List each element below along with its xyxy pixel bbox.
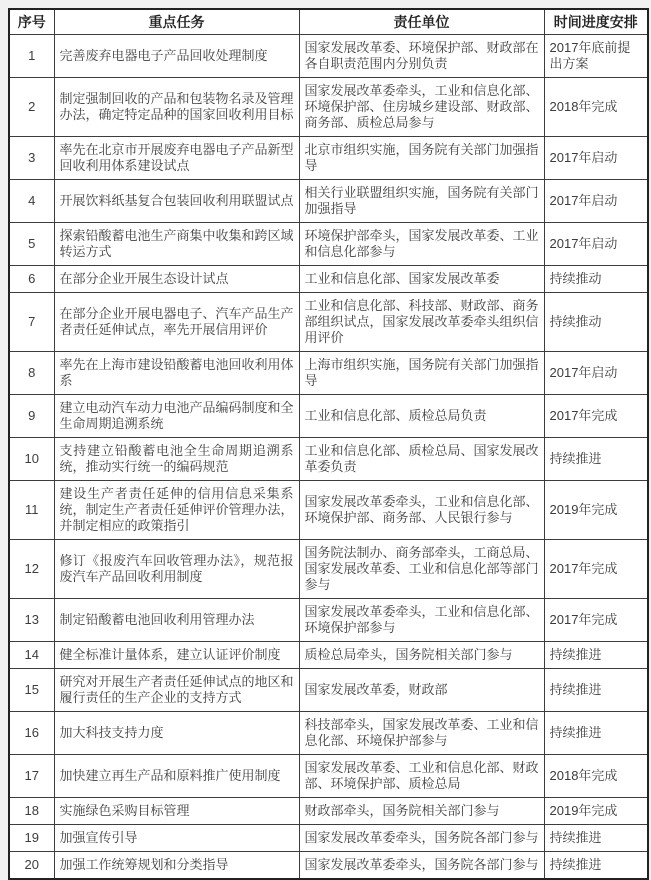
unit-cell: 国家发展改革委、工业和信息化部、财政部、环境保护部、质检总局 xyxy=(299,755,544,798)
row-number-cell: 11 xyxy=(9,481,54,540)
row-number-cell: 1 xyxy=(9,35,54,78)
task-cell: 在部分企业开展生态设计试点 xyxy=(54,266,299,293)
task-cell: 修订《报废汽车回收管理办法》，规范报废汽车产品回收利用制度 xyxy=(54,540,299,599)
table-body xyxy=(9,35,648,880)
task-cell: 实施绿色采购目标管理 xyxy=(54,798,299,825)
unit-cell: 工业和信息化部、科技部、财政部、商务部组织试点，国家发展改革委牵头组织信用评价 xyxy=(299,293,544,352)
row-number-cell: 9 xyxy=(9,395,54,438)
time-cell: 2017年底前提出方案 xyxy=(544,35,648,78)
unit-cell: 工业和信息化部、质检总局、国家发展改革委负责 xyxy=(299,438,544,481)
header-row xyxy=(9,9,648,35)
col-header-number: 序号 xyxy=(9,9,54,35)
task-cell: 完善废弃电器电子产品回收处理制度 xyxy=(54,35,299,78)
table-row xyxy=(9,180,648,223)
row-number-cell: 19 xyxy=(9,825,54,852)
time-cell: 持续推进 xyxy=(544,669,648,712)
task-cell: 支持建立铅酸蓄电池全生命周期追溯系统，推动实行统一的编码规范 xyxy=(54,438,299,481)
time-cell: 持续推动 xyxy=(544,293,648,352)
row-number-cell: 2 xyxy=(9,78,54,137)
unit-cell: 国家发展改革委牵头，工业和信息化部、环境保护部、住房城乡建设部、财政部、商务部、质检总局参与 xyxy=(299,78,544,137)
task-cell: 开展饮料纸基复合包装回收利用联盟试点 xyxy=(54,180,299,223)
task-cell: 制定强制回收的产品和包装物名录及管理办法，确定特定品种的国家回收利用目标 xyxy=(54,78,299,137)
table-row xyxy=(9,540,648,599)
table-row xyxy=(9,642,648,669)
time-cell: 2017年启动 xyxy=(544,352,648,395)
task-cell: 在部分企业开展电器电子、汽车产品生产者责任延伸试点，率先开展信用评价 xyxy=(54,293,299,352)
row-number-cell: 7 xyxy=(9,293,54,352)
row-number-cell: 10 xyxy=(9,438,54,481)
task-cell: 健全标准计量体系，建立认证评价制度 xyxy=(54,642,299,669)
unit-cell: 相关行业联盟组织实施，国务院有关部门加强指导 xyxy=(299,180,544,223)
unit-cell: 上海市组织实施，国务院有关部门加强指导 xyxy=(299,352,544,395)
time-cell: 持续推进 xyxy=(544,852,648,880)
unit-cell: 质检总局牵头，国务院相关部门参与 xyxy=(299,642,544,669)
unit-cell: 国家发展改革委牵头，工业和信息化部、环境保护部、商务部、人民银行参与 xyxy=(299,481,544,540)
unit-cell: 科技部牵头，国家发展改革委、工业和信息化部、环境保护部参与 xyxy=(299,712,544,755)
task-cell: 加快建立再生产品和原料推广使用制度 xyxy=(54,755,299,798)
table-row xyxy=(9,293,648,352)
table-row xyxy=(9,669,648,712)
row-number-cell: 20 xyxy=(9,852,54,880)
table-row xyxy=(9,852,648,880)
row-number-cell: 16 xyxy=(9,712,54,755)
time-cell: 持续推进 xyxy=(544,438,648,481)
task-cell: 制定铅酸蓄电池回收利用管理办法 xyxy=(54,599,299,642)
task-cell: 加强工作统筹规划和分类指导 xyxy=(54,852,299,880)
row-number-cell: 14 xyxy=(9,642,54,669)
row-number-cell: 5 xyxy=(9,223,54,266)
task-cell: 加强宣传引导 xyxy=(54,825,299,852)
unit-cell: 国家发展改革委牵头，工业和信息化部、环境保护部参与 xyxy=(299,599,544,642)
row-number-cell: 12 xyxy=(9,540,54,599)
task-cell: 研究对开展生产者责任延伸试点的地区和履行责任的生产企业的支持方式 xyxy=(54,669,299,712)
time-cell: 2018年完成 xyxy=(544,78,648,137)
row-number-cell: 3 xyxy=(9,137,54,180)
table-row xyxy=(9,438,648,481)
task-cell: 率先在北京市开展废弃电器电子产品新型回收利用体系建设试点 xyxy=(54,137,299,180)
unit-cell: 工业和信息化部、国家发展改革委 xyxy=(299,266,544,293)
time-cell: 2017年完成 xyxy=(544,540,648,599)
col-header-unit: 责任单位 xyxy=(299,9,544,35)
unit-cell: 北京市组织实施，国务院有关部门加强指导 xyxy=(299,137,544,180)
table-row xyxy=(9,599,648,642)
task-cell: 建设生产者责任延伸的信用信息采集系统，制定生产者责任延伸评价管理办法，并制定相应的政策指引 xyxy=(54,481,299,540)
time-cell: 持续推进 xyxy=(544,825,648,852)
unit-cell: 国务院法制办、商务部牵头，工商总局、国家发展改革委、工业和信息化部等部门参与 xyxy=(299,540,544,599)
table-row xyxy=(9,78,648,137)
time-cell: 2017年完成 xyxy=(544,599,648,642)
table-row xyxy=(9,825,648,852)
row-number-cell: 17 xyxy=(9,755,54,798)
table-row xyxy=(9,35,648,78)
task-cell: 加大科技支持力度 xyxy=(54,712,299,755)
table-row xyxy=(9,223,648,266)
table-row xyxy=(9,137,648,180)
task-schedule-table xyxy=(8,8,649,880)
time-cell: 2019年完成 xyxy=(544,481,648,540)
task-cell: 率先在上海市建设铅酸蓄电池回收利用体系 xyxy=(54,352,299,395)
row-number-cell: 4 xyxy=(9,180,54,223)
task-cell: 建立电动汽车动力电池产品编码制度和全生命周期追溯系统 xyxy=(54,395,299,438)
table-row xyxy=(9,755,648,798)
row-number-cell: 15 xyxy=(9,669,54,712)
time-cell: 2017年启动 xyxy=(544,137,648,180)
time-cell: 2017年启动 xyxy=(544,180,648,223)
unit-cell: 国家发展改革委牵头，国务院各部门参与 xyxy=(299,852,544,880)
unit-cell: 国家发展改革委、环境保护部、财政部在各自职责范围内分别负责 xyxy=(299,35,544,78)
table-row xyxy=(9,798,648,825)
unit-cell: 国家发展改革委，财政部 xyxy=(299,669,544,712)
table-row xyxy=(9,266,648,293)
table-row xyxy=(9,395,648,438)
row-number-cell: 18 xyxy=(9,798,54,825)
time-cell: 持续推进 xyxy=(544,642,648,669)
table-row xyxy=(9,352,648,395)
time-cell: 持续推进 xyxy=(544,712,648,755)
time-cell: 2017年完成 xyxy=(544,395,648,438)
unit-cell: 工业和信息化部、质检总局负责 xyxy=(299,395,544,438)
task-cell: 探索铅酸蓄电池生产商集中收集和跨区域转运方式 xyxy=(54,223,299,266)
unit-cell: 国家发展改革委牵头，国务院各部门参与 xyxy=(299,825,544,852)
unit-cell: 环境保护部牵头，国家发展改革委、工业和信息化部参与 xyxy=(299,223,544,266)
time-cell: 2019年完成 xyxy=(544,798,648,825)
row-number-cell: 13 xyxy=(9,599,54,642)
row-number-cell: 8 xyxy=(9,352,54,395)
time-cell: 持续推动 xyxy=(544,266,648,293)
time-cell: 2018年完成 xyxy=(544,755,648,798)
unit-cell: 财政部牵头，国务院相关部门参与 xyxy=(299,798,544,825)
table-row xyxy=(9,712,648,755)
col-header-time: 时间进度安排 xyxy=(544,9,648,35)
time-cell: 2017年启动 xyxy=(544,223,648,266)
col-header-task: 重点任务 xyxy=(54,9,299,35)
table-row xyxy=(9,481,648,540)
row-number-cell: 6 xyxy=(9,266,54,293)
